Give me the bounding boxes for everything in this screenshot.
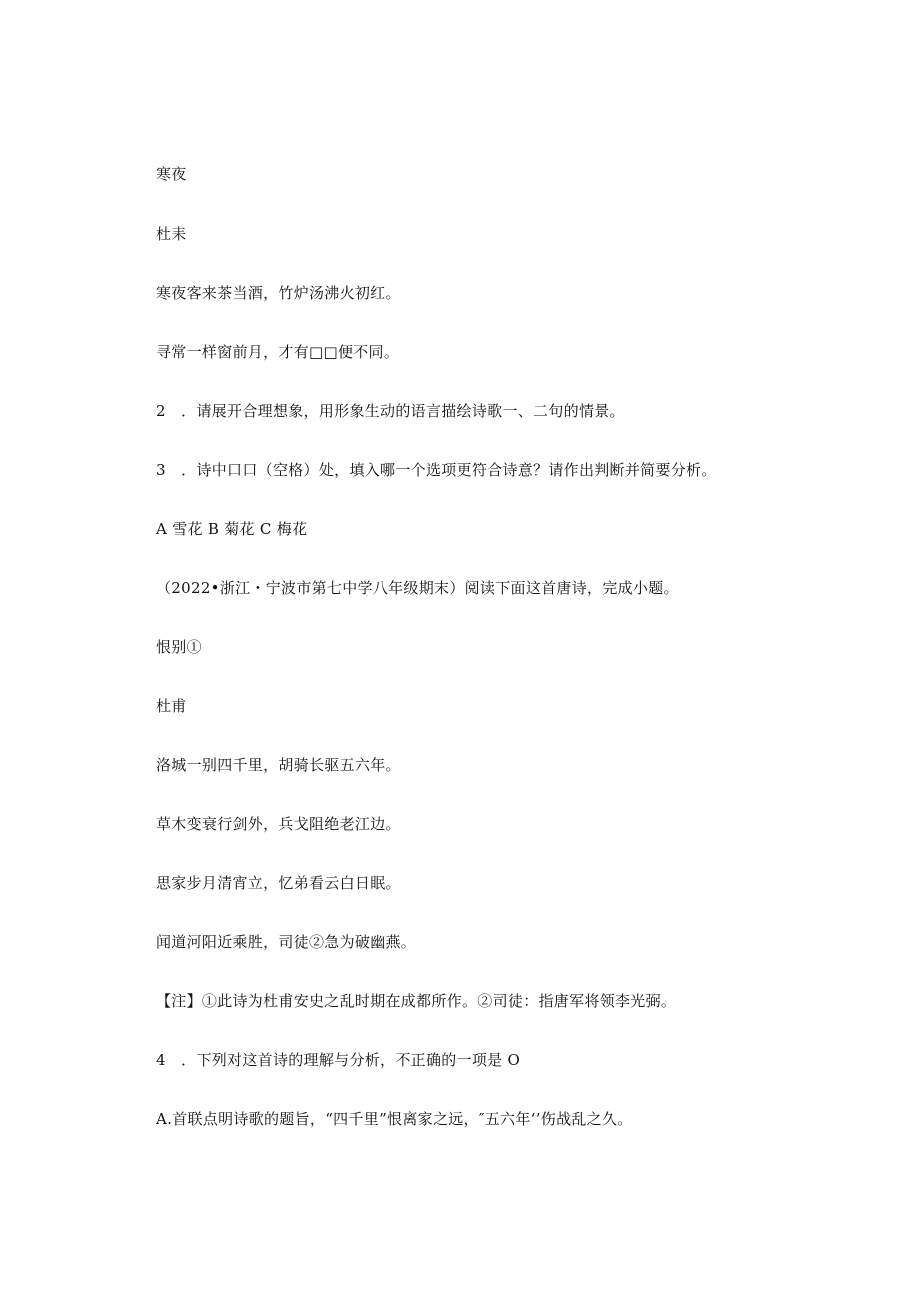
poem-line-2: 寻常一样窗前月，才有□□便不同。 (156, 343, 400, 361)
poem-line-1: 寒夜客来茶当酒，竹炉汤沸火初红。 (156, 284, 401, 302)
question-3: 3 ．诗中口口（空格）处，填入哪一个选项更符合诗意？请作出判断并简要分析。 (156, 461, 717, 479)
poem-title-hanye: 寒夜 (156, 165, 187, 183)
poem-title-henbie: 恨别① (156, 638, 202, 656)
poem-line-2: 草木变衰行剑外，兵戈阻绝老江边。 (156, 815, 401, 833)
question-3-options: A 雪花 B 菊花 C 梅花 (156, 520, 308, 538)
poem-author-dufu: 杜甫 (156, 697, 187, 715)
question-4-option-a: A.首联点明诗歌的题旨，“四千里”恨离家之远，″五六年‘’伤战乱之久。 (156, 1110, 633, 1128)
poem-line-3: 思家步月清宵立，忆弟看云白日眠。 (156, 874, 401, 892)
question-2: 2 ．请展开合理想象，用形象生动的语言描绘诗歌一、二句的情景。 (156, 402, 625, 420)
poem-line-1: 洛城一别四千里，胡骑长驱五六年。 (156, 756, 401, 774)
question-4: 4 ．下列对这首诗的理解与分析，不正确的一项是 O (156, 1051, 521, 1069)
poem-line-4: 闻道河阳近乘胜，司徒②急为破幽燕。 (156, 933, 417, 951)
annotation-note: 【注】①此诗为杜甫安史之乱时期在成都所作。②司徒：指唐军将领李光弼。 (156, 992, 677, 1010)
source-note: （2022•浙江・宁波市第七中学八年级期末）阅读下面这首唐诗，完成小题。 (156, 579, 679, 597)
poem-author-dulei: 杜耒 (156, 225, 187, 243)
